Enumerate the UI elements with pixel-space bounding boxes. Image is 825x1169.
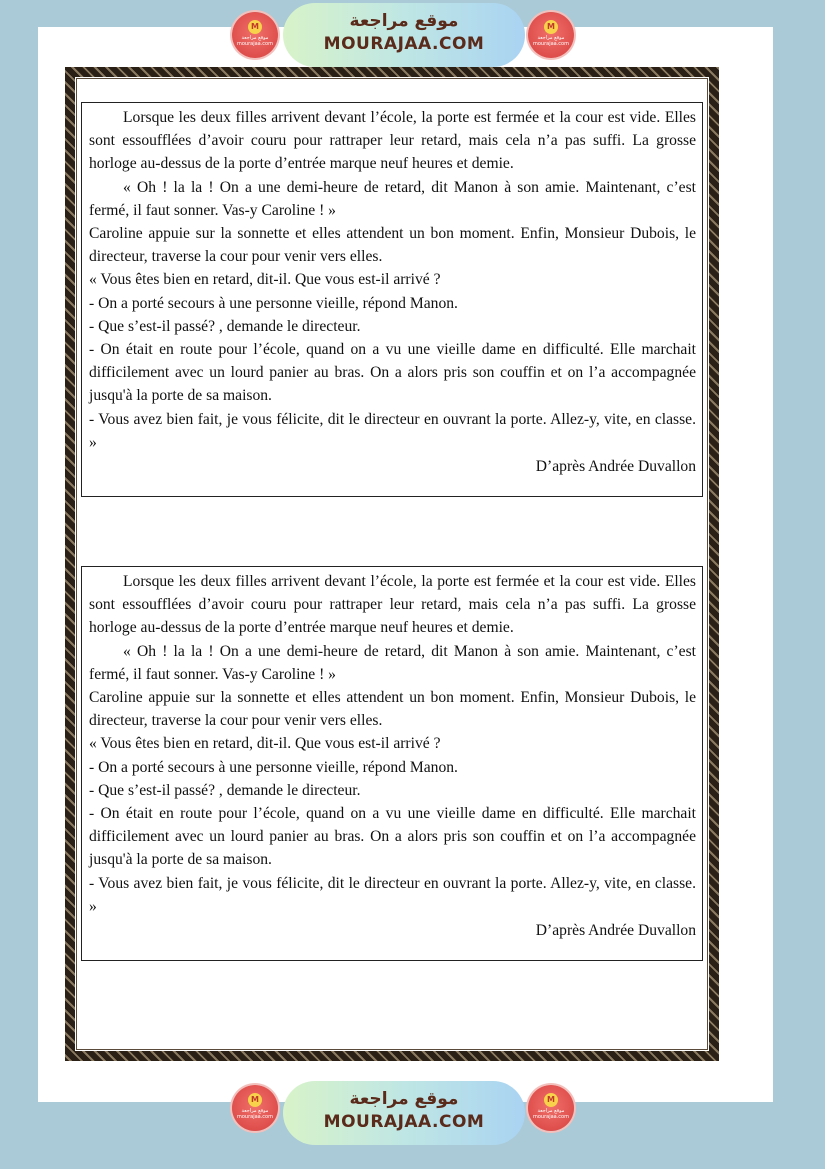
paragraph: « Oh ! la la ! On a une demi-heure de retard, dit Manon à son amie. Maintenant, c’est fermé, il faut sonner. Vas-y Caroline ! » (89, 642, 696, 683)
logo-mark-icon: M (544, 20, 558, 34)
paragraph: - On a porté secours à une personne vieille, répond Manon. (89, 758, 458, 776)
logo-domain: mourajaa.com (236, 1114, 273, 1120)
paragraph: - Que s’est-il passé? , demande le directeur. (89, 781, 361, 799)
logo-caption: موقع مراجعة (241, 35, 269, 41)
logo-caption: موقع مراجعة (241, 1108, 269, 1114)
logo-domain: mourajaa.com (236, 41, 273, 47)
logo-mark-icon: M (544, 1093, 558, 1107)
paragraph: - On a porté secours à une personne vieille, répond Manon. (89, 294, 458, 312)
site-name-arabic: موقع مراجعة (349, 11, 459, 31)
paragraph: - On était en route pour l’école, quand on a vu une vieille dame en difficulté. Elle marchait difficilement avec un lourd panier au bras. On a alors pris son couffin et on l’a accompagnée jusqu'à la porte de sa maison. (89, 341, 696, 405)
paragraph: - Vous avez bien fait, je vous félicite, dit le directeur en ouvrant la porte. Allez-y, vite, en classe. » (89, 410, 696, 451)
logo-caption: موقع مراجعة (537, 35, 565, 41)
logo-mark-icon: M (248, 1093, 262, 1107)
site-logo-right-footer[interactable] (528, 1085, 574, 1131)
logo-domain: mourajaa.com (532, 1114, 569, 1120)
logo-domain: mourajaa.com (532, 41, 569, 47)
author-credit: D’après Andrée Duvallon (535, 922, 696, 940)
site-banner-bottom[interactable] (283, 1081, 525, 1145)
site-name-latin: MOURAJAA.COM (323, 34, 485, 54)
text-passage-1 (81, 102, 703, 497)
author-credit: D’après Andrée Duvallon (535, 458, 696, 476)
logo-caption: موقع مراجعة (537, 1108, 565, 1114)
paragraph: Lorsque les deux filles arrivent devant l’école, la porte est fermée et la cour est vide. Elles sont essoufflées d’avoir couru pour rattraper leur retard, mais cela n’a pas suffi. La grosse horloge au-dessus de la porte d’entrée marque neuf heures et demie. (89, 573, 696, 637)
paragraph: - On était en route pour l’école, quand on a vu une vieille dame en difficulté. Elle marchait difficilement avec un lourd panier au bras. On a alors pris son couffin et on l’a accompagnée jusqu'à la porte de sa maison. (89, 805, 696, 869)
site-logo-left-footer[interactable] (232, 1085, 278, 1131)
site-name-latin: MOURAJAA.COM (323, 1112, 485, 1132)
site-banner-top[interactable] (283, 3, 525, 67)
text-passage-2 (81, 566, 703, 961)
logo-mark-icon: M (248, 20, 262, 34)
paragraph: - Vous avez bien fait, je vous félicite, dit le directeur en ouvrant la porte. Allez-y, vite, en classe. » (89, 874, 696, 915)
paragraph: Lorsque les deux filles arrivent devant l’école, la porte est fermée et la cour est vide. Elles sont essoufflées d’avoir couru pour rattraper leur retard, mais cela n’a pas suffi. La grosse horloge au-dessus de la porte d’entrée marque neuf heures et demie. (89, 109, 696, 173)
paragraph: - Que s’est-il passé? , demande le directeur. (89, 317, 361, 335)
site-logo-left[interactable] (232, 12, 278, 58)
paragraph: « Vous êtes bien en retard, dit-il. Que vous est-il arrivé ? (89, 735, 441, 753)
paragraph: Caroline appuie sur la sonnette et elles attendent un bon moment. Enfin, Monsieur Dubois, le directeur, traverse la cour pour venir vers elles. (89, 689, 696, 730)
paragraph: « Oh ! la la ! On a une demi-heure de retard, dit Manon à son amie. Maintenant, c’est fermé, il faut sonner. Vas-y Caroline ! » (89, 178, 696, 219)
paragraph: « Vous êtes bien en retard, dit-il. Que vous est-il arrivé ? (89, 271, 441, 289)
site-name-arabic: موقع مراجعة (349, 1089, 459, 1109)
paragraph: Caroline appuie sur la sonnette et elles attendent un bon moment. Enfin, Monsieur Dubois, le directeur, traverse la cour pour venir vers elles. (89, 225, 696, 266)
site-logo-right[interactable] (528, 12, 574, 58)
